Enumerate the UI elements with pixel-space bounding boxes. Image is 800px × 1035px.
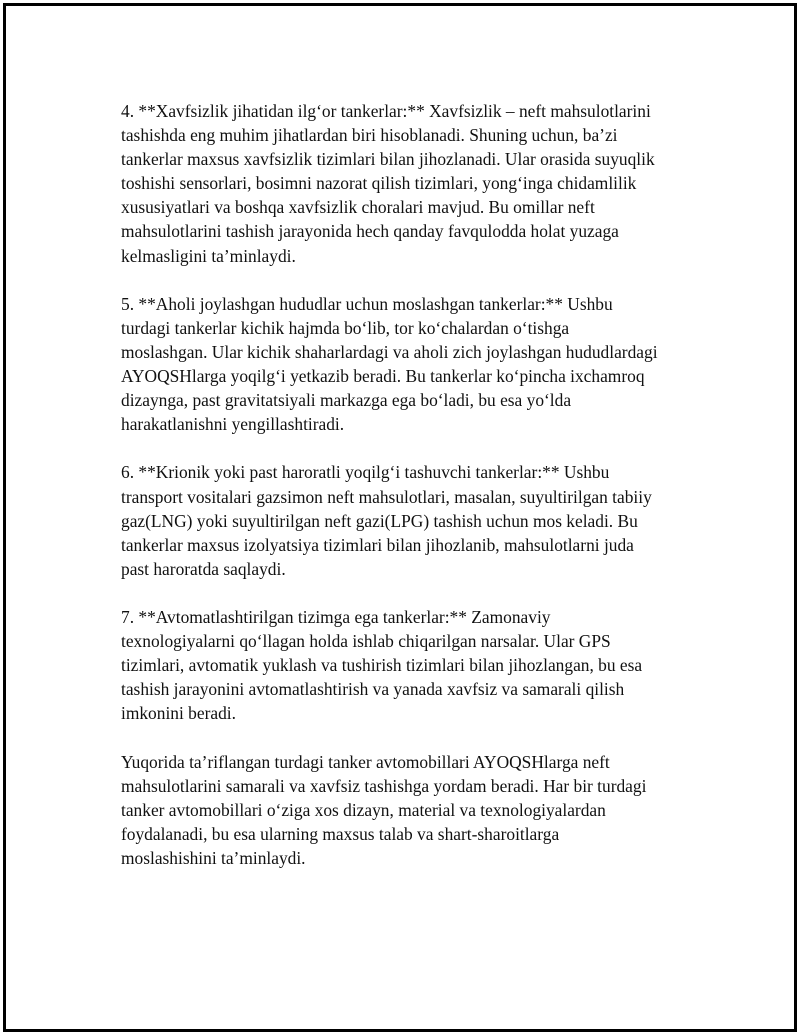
text-line: dizaynga, past gravitatsiyali markazga ega bo‘ladi, bu esa yo‘lda — [121, 390, 572, 411]
text-line: past haroratda saqlaydi. — [121, 558, 286, 579]
text-line: AYOQSHlarga yoqilg‘i yetkazib beradi. Bu tankerlar ko‘pincha ixchamroq — [121, 366, 645, 387]
paragraph-cryogenic-tankers — [121, 460, 696, 580]
text-line: tankerlar maxsus xavfsizlik tizimlari bilan jihozlanadi. Ular orasida suyuqlik — [121, 149, 655, 170]
text-line: harakatlanishni yengillashtiradi. — [121, 414, 345, 435]
text-line: tashishda eng muhim jihatlardan biri hisoblanadi. Shuning uchun, ba’zi — [121, 125, 618, 146]
text-line: 7. **Avtomatlashtirilgan tizimga ega tankerlar:** Zamonaviy — [121, 606, 551, 627]
text-line: mahsulotlarini tashish jarayonida hech qanday favqulodda holat yuzaga — [121, 221, 619, 242]
text-line: gaz(LNG) yoki suyultirilgan neft gazi(LPG) tashish uchun mos keladi. Bu — [121, 510, 638, 531]
text-line: kelmasligini ta’minlaydi. — [121, 245, 296, 266]
text-line: imkonini beradi. — [121, 703, 236, 724]
text-line: texnologiyalarni qo‘llagan holda ishlab chiqarilgan narsalar. Ular GPS — [121, 631, 611, 652]
paragraph-urban-tankers — [121, 292, 696, 437]
text-line: tashish jarayonini avtomatlashtirish va yanada xavfsiz va samarali qilish — [121, 679, 625, 700]
text-line: Yuqorida ta’riflangan turdagi tanker avtomobillari AYOQSHlarga neft — [121, 751, 610, 772]
text-line: 4. **Xavfsizlik jihatidan ilg‘or tankerlar:** Xavfsizlik – neft mahsulotlarini — [121, 101, 651, 121]
paragraph-safety-tankers — [121, 99, 696, 268]
paragraph-automated-tankers — [121, 605, 696, 725]
text-line: toshishi sensorlari, bosimni nazorat qilish tizimlari, yong‘inga chidamlilik — [121, 173, 637, 194]
text-line: tanker avtomobillari o‘ziga xos dizayn, material va texnologiyalardan — [121, 799, 606, 820]
text-line: mahsulotlarini samarali va xavfsiz tashishga yordam beradi. Har bir turdagi — [121, 775, 647, 796]
text-line: transport vositalari gazsimon neft mahsulotlari, masalan, suyultirilgan tabiiy — [121, 486, 652, 507]
page-border — [3, 3, 797, 1032]
paragraph-summary — [121, 750, 696, 870]
text-line: 6. **Krionik yoki past haroratli yoqilg‘i tashuvchi tankerlar:** Ushbu — [121, 462, 610, 483]
text-line: moslashgan. Ular kichik shaharlardagi va aholi zich joylashgan hududlardagi — [121, 341, 658, 362]
text-line: tankerlar maxsus izolyatsiya tizimlari bilan jihozlanib, mahsulotlarni juda — [121, 534, 634, 555]
document-body — [121, 99, 696, 894]
text-line: xususiyatlari va boshqa xavfsizlik choralari mavjud. Bu omillar neft — [121, 197, 595, 218]
text-line: moslashishini ta’minlaydi. — [121, 847, 306, 868]
text-line: foydalanadi, bu esa ularning maxsus talab va shart-sharoitlarga — [121, 823, 560, 844]
text-line: turdagi tankerlar kichik hajmda bo‘lib, tor ko‘chalardan o‘tishga — [121, 317, 570, 338]
text-line: 5. **Aholi joylashgan hududlar uchun moslashgan tankerlar:** Ushbu — [121, 293, 613, 314]
text-line: tizimlari, avtomatik yuklash va tushirish tizimlari bilan jihozlangan, bu esa — [121, 655, 643, 676]
